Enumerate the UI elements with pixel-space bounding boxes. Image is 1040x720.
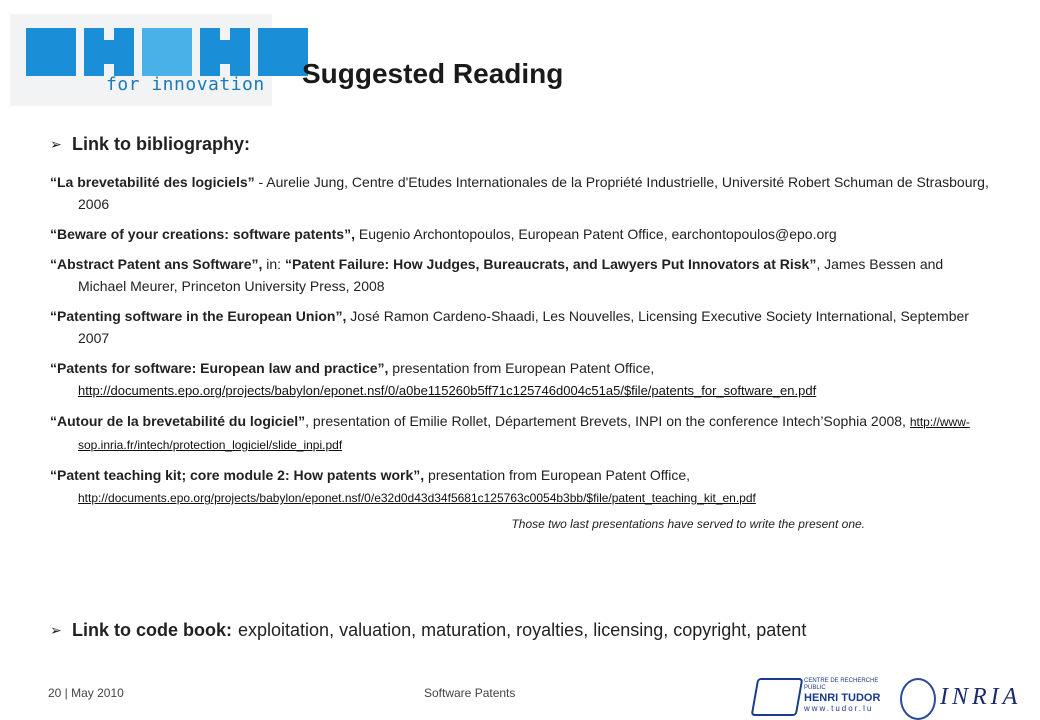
reference-details: in: bbox=[262, 256, 285, 272]
reference-item bbox=[50, 357, 995, 402]
footer-page-date: 20 | May 2010 bbox=[48, 686, 124, 700]
reference-title: “Autour de la brevetabilité du logiciel” bbox=[50, 413, 306, 429]
reference-link[interactable]: http://documents.epo.org/projects/babylon/eponet.nsf/0/a0be115260b5ff71c125746d004c51a5/$file/patents_for_software_en.pdf bbox=[78, 383, 817, 398]
reference-details: Eugenio Archontopoulos, European Patent Office, earchontopoulos@epo.org bbox=[354, 226, 837, 242]
logo-block-icon bbox=[84, 28, 134, 76]
reference-title: “Patent teaching kit; core module 2: How patents work”, bbox=[50, 467, 425, 483]
code-book-heading: Link to code book: bbox=[72, 620, 232, 640]
tudor-line2: HENRI TUDOR bbox=[804, 692, 881, 704]
tudor-emblem-icon bbox=[751, 678, 804, 716]
reference-item bbox=[50, 305, 995, 349]
slide-content bbox=[50, 134, 995, 531]
arrow-bullet-icon: ➢ bbox=[50, 622, 62, 638]
reference-item bbox=[50, 410, 995, 456]
reference-title: “Patenting software in the European Union”, bbox=[50, 308, 347, 324]
bibliography-heading-text: Link to bibliography: bbox=[72, 134, 250, 154]
logo-block-icon bbox=[142, 28, 192, 76]
tudor-for-innovation-logo bbox=[10, 14, 272, 106]
reference-details: presentation from European Patent Office, bbox=[388, 360, 655, 376]
reference-link[interactable]: http://documents.epo.org/projects/babylon/eponet.nsf/0/e32d0d43d34f5681c125763c0054b3bb/$file/patent_teaching_kit_en.pdf bbox=[78, 491, 756, 505]
logo-block-icon bbox=[258, 28, 308, 76]
reference-title: “Abstract Patent ans Software”, bbox=[50, 256, 263, 272]
tudor-url: www.tudor.lu bbox=[804, 704, 874, 713]
code-book-keywords: exploitation, valuation, maturation, royalties, licensing, copyright, patent bbox=[238, 620, 807, 640]
reference-title: “La brevetabilité des logiciels” bbox=[50, 174, 255, 190]
slide-title: Suggested Reading bbox=[302, 58, 564, 89]
footer-title: Software Patents bbox=[424, 686, 516, 700]
bibliography-heading bbox=[50, 134, 995, 155]
reference-details: presentation from European Patent Office, bbox=[424, 467, 691, 483]
reference-item bbox=[50, 223, 995, 245]
reference-details: - Aurelie Jung, Centre d'Etudes Internationales de la Propriété Industrielle, Université Robert Schuman de Strasbourg, 2006 bbox=[78, 174, 989, 212]
reference-item bbox=[50, 464, 995, 509]
reference-title: “Beware of your creations: software patents”, bbox=[50, 226, 355, 242]
inria-wordmark: INRIA bbox=[940, 684, 1022, 710]
reference-details: , James Bessen and Michael Meurer, Princeton University Press, 2008 bbox=[78, 256, 944, 294]
arrow-bullet-icon: ➢ bbox=[50, 136, 62, 152]
footnote-text: Those two last presentations have served to write the present one. bbox=[511, 517, 865, 531]
henri-tudor-logo bbox=[754, 676, 894, 714]
logo-blocks bbox=[26, 28, 308, 76]
logo-block-icon bbox=[26, 28, 76, 76]
reference-details: , presentation of Emilie Rollet, Département Brevets, INPI on the conference Intech’Sophia 2008, bbox=[305, 413, 910, 429]
code-book-line bbox=[50, 620, 806, 641]
inria-logo bbox=[900, 678, 1032, 718]
logo-block-icon bbox=[200, 28, 250, 76]
reference-item bbox=[50, 171, 995, 215]
reference-item bbox=[50, 253, 995, 297]
reference-title: “Patents for software: European law and practice”, bbox=[50, 360, 389, 376]
tudor-line1: CENTRE DE RECHERCHE PUBLIC bbox=[804, 678, 879, 691]
reference-link[interactable]: http://www-sop.inria.fr/intech/protection_logiciel/slide_inpi.pdf bbox=[78, 415, 970, 452]
reference-details: José Ramon Cardeno-Shaadi, Les Nouvelles, Licensing Executive Society International, September 2007 bbox=[78, 308, 969, 346]
logo-tagline: for innovation bbox=[106, 74, 265, 95]
inria-emblem-icon bbox=[900, 678, 936, 720]
reference-book-title: “Patent Failure: How Judges, Bureaucrats, and Lawyers Put Innovators at Risk” bbox=[284, 256, 817, 272]
